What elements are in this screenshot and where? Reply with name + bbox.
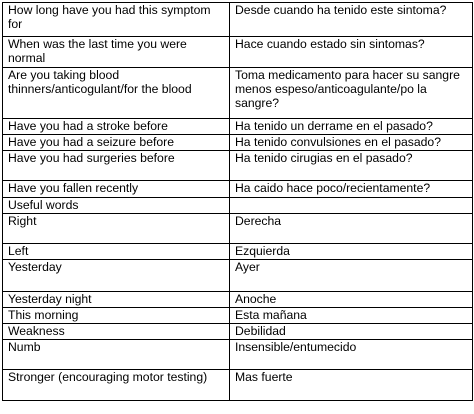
english-cell: Have you had a stroke before (3, 119, 230, 135)
phrase-table (2, 2, 473, 401)
spanish-cell: Toma medicamento para hacer su sangre menos espeso/anticoagulante/po la sangre? (230, 68, 473, 119)
spanish-cell: Debilidad (230, 324, 473, 340)
spanish-cell: Desde cuando ha tenido este sintoma? (230, 3, 473, 37)
table-row (3, 370, 473, 401)
spanish-cell: Ha tenido convulsiones en el pasado? (230, 135, 473, 151)
english-cell: Yesterday night (3, 292, 230, 308)
english-cell: Yesterday (3, 260, 230, 292)
table-row (3, 37, 473, 68)
english-cell: How long have you had this symptom for (3, 3, 230, 37)
spanish-cell: Ha caido hace poco/recientamente? (230, 181, 473, 198)
english-cell: Have you had surgeries before (3, 151, 230, 181)
english-cell: Stronger (encouraging motor testing) (3, 370, 230, 401)
table-row (3, 151, 473, 181)
table-row (3, 119, 473, 135)
table-row (3, 340, 473, 370)
table-row (3, 198, 473, 214)
table-row (3, 181, 473, 198)
spanish-cell: Hace cuando estado sin sintomas? (230, 37, 473, 68)
spanish-cell: Mas fuerte (230, 370, 473, 401)
table-row (3, 214, 473, 244)
english-cell: Right (3, 214, 230, 244)
english-cell: When was the last time you were normal (3, 37, 230, 68)
english-cell: This morning (3, 308, 230, 324)
spanish-cell: Derecha (230, 214, 473, 244)
spanish-cell: Ezquierda (230, 244, 473, 260)
spanish-cell: Ha tenido un derrame en el pasado? (230, 119, 473, 135)
table-row (3, 308, 473, 324)
table-row (3, 260, 473, 292)
spanish-cell (230, 198, 473, 214)
table-row (3, 292, 473, 308)
english-cell: Numb (3, 340, 230, 370)
english-cell: Useful words (3, 198, 230, 214)
table-row (3, 244, 473, 260)
table-row (3, 3, 473, 37)
spanish-cell: Anoche (230, 292, 473, 308)
spanish-cell: Esta mañana (230, 308, 473, 324)
english-cell: Weakness (3, 324, 230, 340)
english-cell: Left (3, 244, 230, 260)
english-cell: Have you had a seizure before (3, 135, 230, 151)
spanish-cell: Insensible/entumecido (230, 340, 473, 370)
english-cell: Are you taking blood thinners/anticogulant/for the blood (3, 68, 230, 119)
table-row (3, 68, 473, 119)
spanish-cell: Ayer (230, 260, 473, 292)
table-row (3, 324, 473, 340)
table-row (3, 135, 473, 151)
spanish-cell: Ha tenido cirugias en el pasado? (230, 151, 473, 181)
english-cell: Have you fallen recently (3, 181, 230, 198)
